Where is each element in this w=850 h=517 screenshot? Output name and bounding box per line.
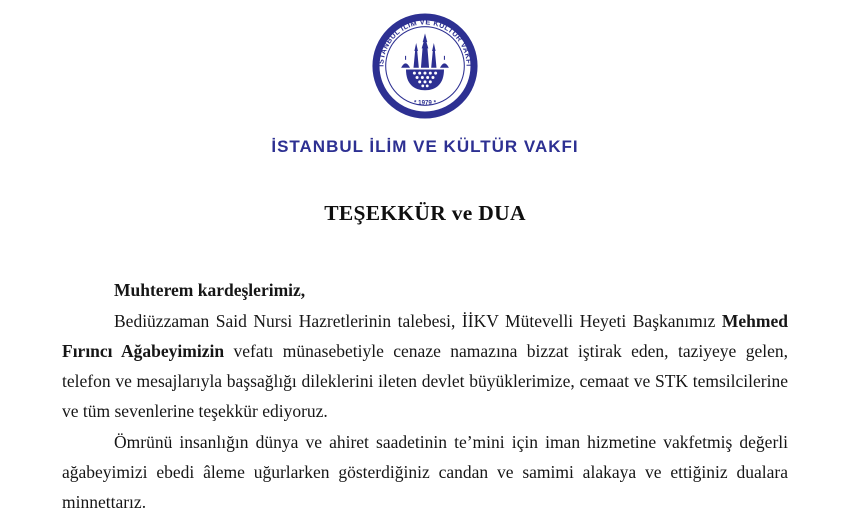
paragraph-gratitude: Ömrünü insanlığın dünya ve ahiret saadetinin te’mini için iman hizmetine vakfetmiş değerli ağabeyimizi ebedi âleme uğurlarken gösterdiğiniz candan ve samimi alakaya ve ettiğiniz dualara minnettarız. [62, 432, 788, 512]
paragraph-thanks-text-1: Bediüzzaman Said Nursi Hazretlerinin talebesi, İİKV Mütevelli Heyeti Başkanımız [114, 311, 722, 331]
logo-year-text: * 1979 * [414, 99, 436, 107]
paragraph-thanks-text-2: vefatı münasebetiyle cenaze namazına bizzat iştirak eden, taziyeye gelen, telefon ve mesajlarıyla başsağlığı dileklerini ileten devlet büyüklerimize, cemaat ve STK temsilcilerine ve tüm sevenlerine teşekkür ediyoruz. [62, 341, 788, 421]
logo-ring-text: İSTANBUL İLİM VE KÜLTÜR VAKFI [376, 17, 474, 67]
document-title: TEŞEKKÜR ve DUA [324, 201, 526, 225]
salutation: Muhterem kardeşlerimiz, [114, 280, 306, 300]
paragraph-thanks [62, 306, 788, 426]
letter-body [62, 275, 788, 517]
logo-area [0, 0, 850, 124]
organization-name: İSTANBUL İLİM VE KÜLTÜR VAKFI [271, 137, 579, 156]
foundation-seal-icon [372, 13, 478, 119]
deceased-name: Mehmed Fırıncı Ağabeyimizin [62, 311, 788, 361]
